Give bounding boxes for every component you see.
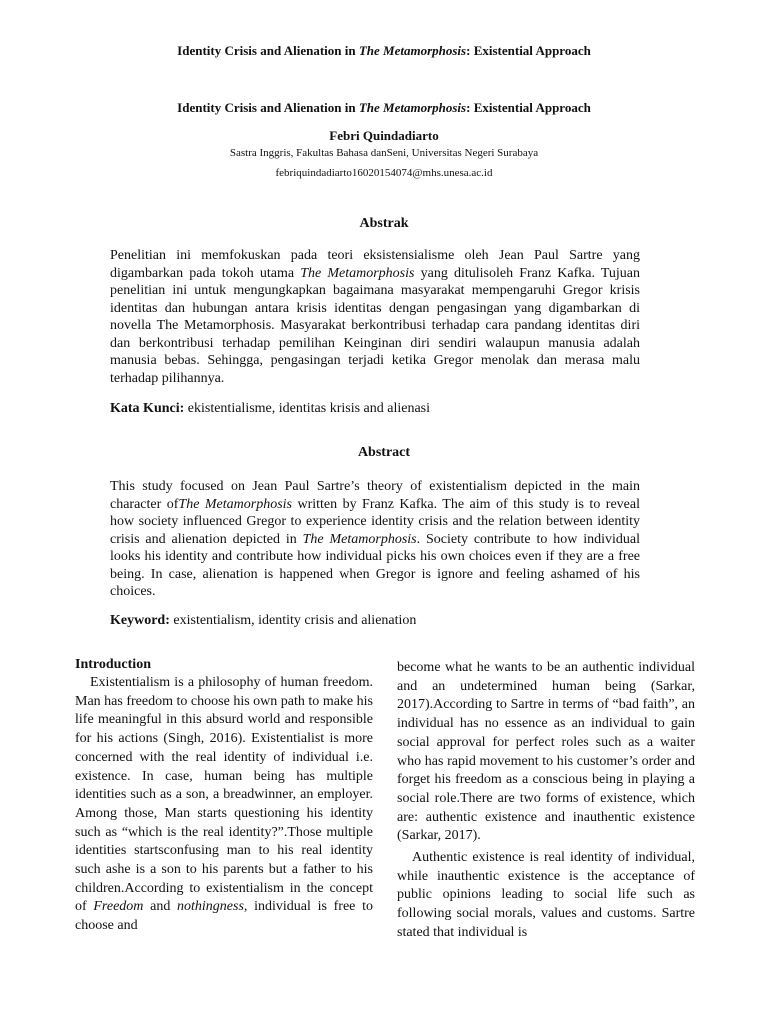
keyword <box>110 613 640 629</box>
paper-title-italic: The Metamorphosis <box>358 100 467 115</box>
paper-title <box>0 100 768 116</box>
intro-right-paragraph-2: Authentic existence is real identity of individual, while inauthentic existence is the acceptance of public opinions leading to social life such as following social morals, values and customs. Sartre stated that individual is <box>397 850 695 940</box>
kata-kunci-label: Kata Kunci: <box>110 401 185 416</box>
running-header <box>0 43 768 59</box>
abstrak-body <box>110 247 640 387</box>
kata-kunci <box>110 401 640 417</box>
intro-text: Existentialism is a philosophy of human freedom. Man has freedom to choose his own path to make his life meaningful in this absurd world and responsible for his actions (Singh, 2016). Existentialist is more concerned with the real identity of individual i.e. existence. In case, human being has multiple identities such as a son, a breadwinner, an employer. Among those, Man starts questioning his identity such as “which is the real identity?”.Those multiple identities startsconfusing man to his real identity such ashe is a son to his parents but a father to his children.According to existentialism in the concept of <box>75 675 373 915</box>
keyword-label: Keyword: <box>110 613 170 628</box>
abstract-text: This study focused on Jean Paul Sartre’s theory of existentialism depicted in the main character of <box>110 479 640 512</box>
abstract-italic-2: The Metamorphosis <box>302 531 417 547</box>
abstract-text-end: . Society contribute to how individual looks his identity and contribute how individual picks his own choices even if they are a free being. In case, alienation is happened when Gregor is ignore and feeling ashamed of his choices. <box>110 531 640 599</box>
abstrak-heading: Abstrak <box>359 216 409 231</box>
intro-text-and: and <box>143 899 178 915</box>
abstract-body <box>110 478 640 601</box>
intro-italic-nothingness: nothingness <box>177 899 244 915</box>
abstrak-text-end: yang ditulisoleh Franz Kafka. Tujuan penelitian ini untuk mengungkapkan bagaimana masyarakat mempengaruhi Gregor krisis identitas dan hubungan antara krisis identitas dengan pengasingan yang digambarkan di novella The Metamorphosis. Masyarakat berkontribusi terhadap cara pandang identitas diri dan berkontribusi terhadap pemilihan Keinginan diri sendiri walaupun manusia adalah manusia bebas. Sehingga, pengasingan terjadi ketika Gregor menolak dan merasa malu terhadap pilihannya. <box>110 265 641 386</box>
intro-heading: Introduction <box>75 657 151 672</box>
intro-paragraph <box>75 674 373 936</box>
author-name: Febri Quindadiarto <box>329 128 439 143</box>
paper-title-text-end: : Existential Approach <box>466 100 591 115</box>
kata-kunci-text: ekistentialisme, identitas krisis and alienasi <box>184 401 431 416</box>
intro-right-paragraph-1: become what he wants to be an authentic individual and an undetermined human being (Sarkar, 2017).According to Sartre in terms of “bad faith”, an individual has no essence as an individual to gain social approval for perfect roles such as a waiter who has rapid movement to his customer’s order and forget his freedom as a conscious being in playing a social role.There are two forms of existence, which are: authentic existence and inauthentic existence (Sarkar, 2017). <box>397 660 695 844</box>
abstract-heading: Abstract <box>357 445 411 460</box>
abstrak-italic: The Metamorphosis <box>300 265 415 281</box>
author-affiliation: Sastra Inggris, Fakultas Bahasa danSeni, Universitas Negeri Surabaya <box>229 147 539 159</box>
abstract-italic: The Metamorphosis <box>178 496 292 512</box>
running-header-text-end: : Existential Approach <box>466 43 591 58</box>
keyword-text: existentialism, identity crisis and alienation <box>169 613 417 628</box>
running-header-italic: The Metamorphosis <box>358 43 467 58</box>
author-email[interactable]: febriquindadiarto16020154074@mhs.unesa.ac.id <box>275 167 493 179</box>
intro-left-column <box>75 656 373 936</box>
abstrak-text: Penelitian ini memfokuskan pada teori eksistensialisme oleh Jean Paul Sartre yang digambarkan pada tokoh utama <box>110 248 640 281</box>
abstract-text-mid: written by Franz Kafka. The aim of this study is to reveal how society influenced Gregor to experience identity crisis and the relation between identity crisis and alienation depicted in <box>110 496 640 547</box>
intro-right-column <box>397 659 695 943</box>
running-header-text: Identity Crisis and Alienation in <box>177 43 359 58</box>
paper-title-text: Identity Crisis and Alienation in <box>177 100 359 115</box>
intro-italic-freedom: Freedom <box>93 899 144 915</box>
intro-text-end: , individual is free to choose and <box>75 899 373 934</box>
